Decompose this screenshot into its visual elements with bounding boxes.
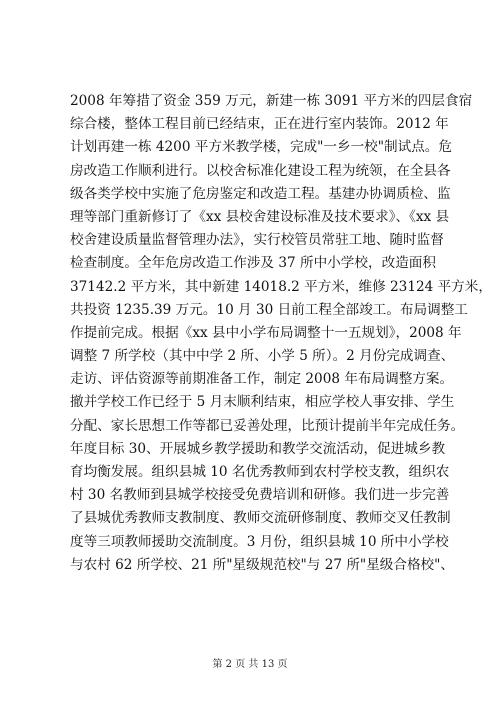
text-line: 育均衡发展。组织县城 10 名优秀教师到农村学校支教，组织农 (70, 464, 450, 480)
text-line: 理等部门重新修订了《xx 县校舍建设标准及技术要求》、《xx 县 (70, 208, 450, 225)
page-number-footer: 第 2 页 共 13 页 (212, 659, 288, 670)
text-line: 村 30 名教师到县城学校接受免费培训和研修。我们进一步完善 (70, 487, 450, 504)
text-line: 了县城优秀教师支教制度、教师交流研修制度、教师交叉任教制 (70, 510, 451, 527)
text-line: 共投资 1235.39 万元。10 月 30 日前工程全部竣工。布局调整工 (70, 301, 468, 318)
text-line: 分配、家长思想工作等都已妥善处理，比预计提前半年完成任务。 (70, 417, 465, 434)
text-line: 房改造工作顺利进行。以校舍标准化建设工程为统领，在全县各 (70, 162, 451, 179)
text-line: 计划再建一栋 4200 平方米教学楼，完成"一乡一校"制试点。危 (70, 139, 452, 156)
text-line: 2008 年筹措了资金 359 万元，新建一栋 3091 平方米的四层食宿 (70, 93, 473, 109)
text-line: 作提前完成。根据《xx 县中小学布局调整十一五规划》，2008 年 (70, 324, 462, 341)
text-line: 检查制度。全年危房改造工作涉及 37 所中小学校，改造面积 (70, 255, 436, 272)
text-line: 级各类学校中实施了危房鉴定和改造工程。基建办协调质检、监 (70, 185, 451, 202)
text-line: 综合楼，整体工程目前已经结束，正在进行室内装饰。2012 年 (70, 116, 449, 133)
text-line: 走访、评估资源等前期准备工作，制定 2008 年布局调整方案。 (70, 371, 454, 388)
text-line: 调整 7 所学校（其中中学 2 所、小学 5 所）。2 月份完成调查、 (70, 348, 455, 365)
body-text (70, 90, 492, 577)
text-line: 撤并学校工作已经于 5 月末顺利结束，相应学校人事安排、学生 (70, 394, 455, 411)
text-line: 37142.2 平方米，其中新建 14018.2 平方米，维修 23124 平方米， (70, 278, 492, 295)
text-line: 年度目标 30、开展城乡教学援助和教学交流活动，促进城乡教 (70, 440, 446, 457)
text-line: 与农村 62 所学校、21 所"星级规范校"与 27 所"星级合格校"、 (70, 556, 454, 573)
text-line: 校舍建设质量监督管理办法》，实行校管员常驻工地、随时监督 (70, 232, 444, 249)
text-line: 度等三项教师援助交流制度。3 月份，组织县城 10 所中小学校 (70, 533, 449, 550)
